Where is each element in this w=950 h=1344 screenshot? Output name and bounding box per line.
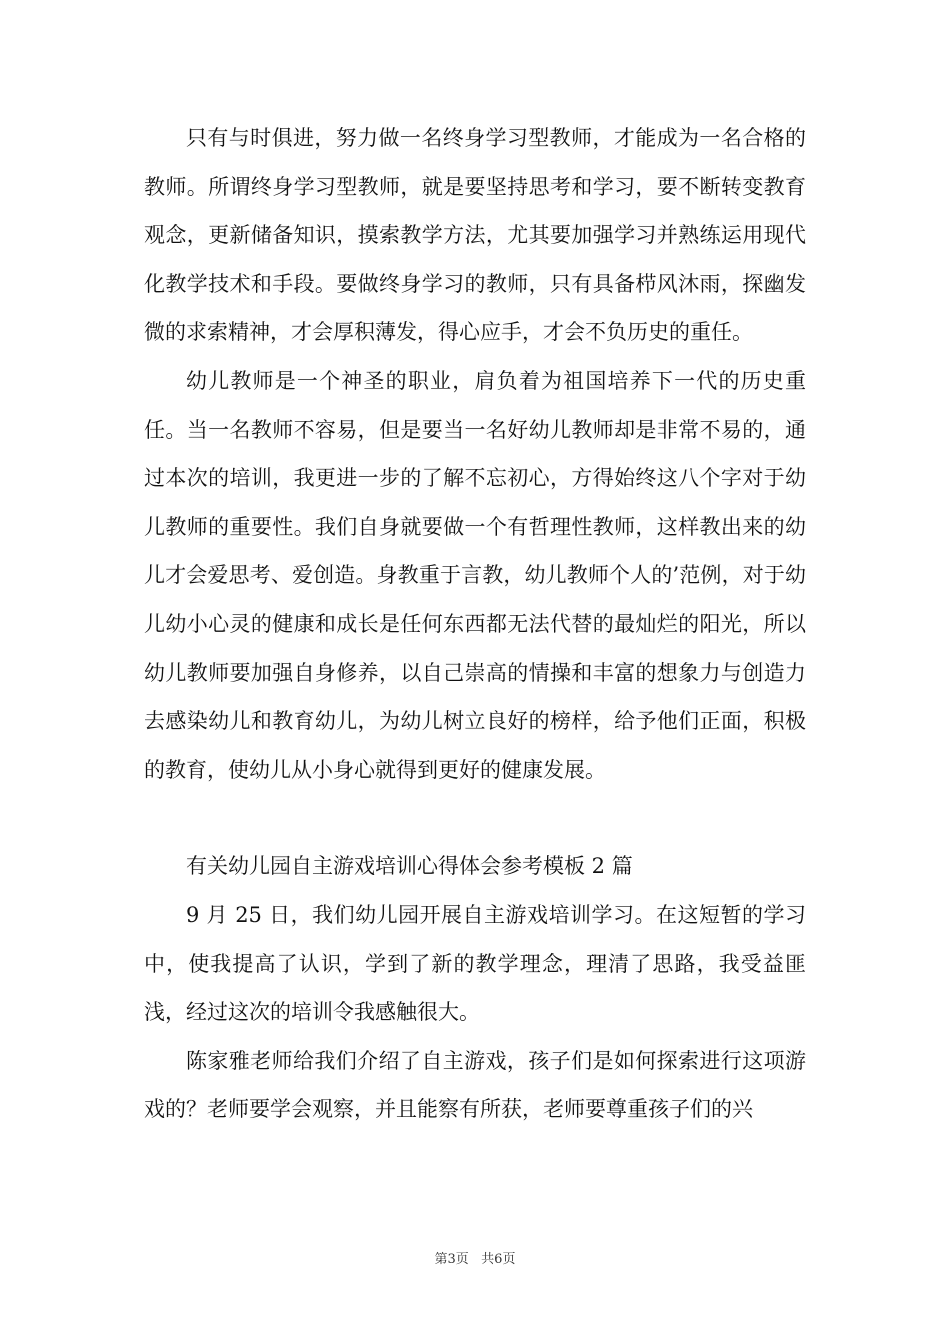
paragraph-lifelong-learning: 只有与时俱进，努力做一名终身学习型教师，才能成为一名合格的教师。所谓终身学习型教师，就是要坚持思考和学习，要不断转变教育观念，更新储备知识，摸索教学方法，尤其要加强学习并熟练运用现代化教学技术和手段。要做终身学习的教师，只有具备栉风沐雨，探幽发微的求索精神，才会厚积薄发，得心应手，才会不负历史的重任。: [144, 126, 806, 345]
document-body: [144, 114, 806, 1134]
page-number-footer: 第3页 共6页: [434, 1252, 516, 1267]
section-spacer: [144, 794, 806, 842]
section-title: 有关幼儿园自主游戏培训心得体会参考模板 2 篇: [186, 854, 633, 879]
paragraph-autonomous-game: 陈家雅老师给我们介绍了自主游戏，孩子们是如何探索进行这项游戏的？老师要学会观察，并且能察有所获，老师要尊重孩子们的兴: [144, 1048, 806, 1122]
paragraph-training-date: 9 月 25 日，我们幼儿园开展自主游戏培训学习。在这短暂的学习中，使我提高了认识，学到了新的教学理念，理清了思路，我受益匪浅，经过这次的培训令我感触很大。: [144, 902, 806, 1025]
paragraph-kindergarten-teacher: 幼儿教师是一个神圣的职业，肩负着为祖国培养下一代的历史重任。当一名教师不容易，但是要当一名好幼儿教师却是非常不易的，通过本次的培训，我更进一步的了解不忘初心，方得始终这八个字对于幼儿教师的重要性。我们自身就要做一个有哲理性教师，这样教出来的幼儿才会爱思考、爱创造。身教重于言教，幼儿教师个人的’范例，对于幼儿幼小心灵的健康和成长是任何东西都无法代替的最灿烂的阳光，所以幼儿教师要加强自身修养，以自己崇高的情操和丰富的想象力与创造力去感染幼儿和教育幼儿，为幼儿树立良好的榜样，给予他们正面，积极的教育，使幼儿从小身心就得到更好的健康发展。: [144, 368, 806, 782]
